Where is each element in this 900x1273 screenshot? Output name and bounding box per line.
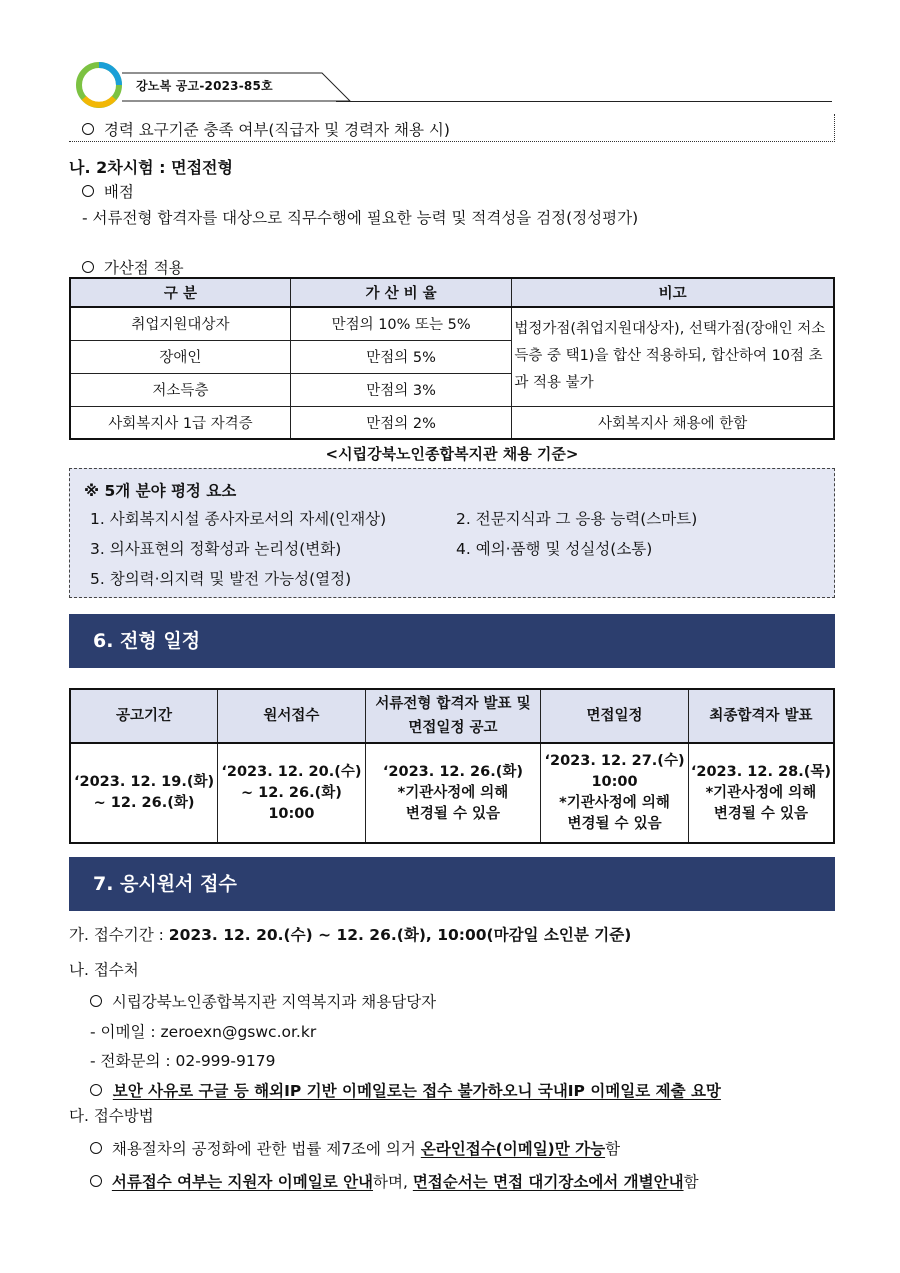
remark-cell: 법정가점(취업지원대상자), 선택가점(장애인 저소득층 중 택1)을 합산 적용하되, 합산하여 10점 초과 적용 불가 [512,307,834,406]
phone-line: - 전화문의 : 02-999-9179 [90,1052,276,1070]
rate-cell: 만점의 10% 또는 5% [290,307,511,340]
career-criteria-item: 경력 요구기준 충족 여부(직급자 및 경력자 채용 시) [82,118,450,140]
table-header-row [70,278,834,307]
evaluation-box [69,468,835,598]
column-header: 원서접수 [218,689,366,743]
security-note: 보안 사유로 구글 등 해외IP 기반 이메일로는 접수 불가하오니 국내IP 이메일로 제출 요망 [90,1079,721,1101]
column-header: 가 산 비 율 [290,278,511,307]
evaluation-item: 2. 전문지식과 그 응용 능력(스마트) [456,510,698,528]
circle-bullet-icon [90,1175,102,1187]
column-header: 최종합격자 발표 [688,689,834,743]
method-item-1: 채용절차의 공정화에 관한 법률 제7조에 의거 온라인접수(이메일)만 가능함 [90,1137,620,1159]
column-header: 비고 [512,278,834,307]
method-label: 다. 접수방법 [69,1107,154,1125]
category-cell: 취업지원대상자 [70,307,290,340]
email-line: - 이메일 : zeroexn@gswc.or.kr [90,1023,317,1041]
column-header: 구 분 [70,278,290,307]
evaluation-item: 4. 예의·품행 및 성실성(소통) [456,540,653,558]
category-cell: 사회복지사 1급 자격증 [70,406,290,439]
section-7-title: 7. 응시원서 접수 [69,857,835,911]
header-rule [336,101,832,102]
circle-bullet-icon [82,123,94,135]
category-cell: 저소득층 [70,373,290,406]
application-period: 가. 접수기간 : 2023. 12. 20.(수) ~ 12. 26.(화), 10:00(마감일 소인분 기준) [69,926,632,944]
bonus-label: 가산점 적용 [82,256,184,278]
schedule-table [69,688,835,844]
evaluation-item: 1. 사회복지시설 종사자로서의 자세(인재상) [90,510,387,528]
interview-section-title: 나. 2차시험 : 면접전형 [69,158,233,177]
rate-cell: 만점의 2% [290,406,511,439]
table-row [70,307,834,340]
circle-bullet-icon [90,1084,102,1096]
evaluation-title: ※ 5개 분야 평정 요소 [84,482,237,500]
document-number: 강노복 공고-2023-85호 [136,79,273,93]
allocation-description: - 서류전형 합격자를 대상으로 직무수행에 필요한 능력 및 적격성을 검정(정성평가) [82,209,639,227]
place-label: 나. 접수처 [69,961,139,979]
section-6-title: 6. 전형 일정 [69,614,835,668]
circle-bullet-icon [82,261,94,273]
evaluation-item: 5. 창의력·의지력 및 발전 가능성(열정) [90,570,352,588]
rate-cell: 만점의 5% [290,340,511,373]
rate-cell: 만점의 3% [290,373,511,406]
place-organization: 시립강북노인종합복지관 지역복지과 채용담당자 [90,990,436,1012]
circle-bullet-icon [90,995,102,1007]
allocation-label: 배점 [82,180,134,202]
column-header: 면접일정 [541,689,689,743]
table-caption: <시립강북노인종합복지관 채용 기준> [325,445,579,463]
column-header: 공고기간 [70,689,218,743]
schedule-cell: ‘2023. 12. 27.(수) 10:00 *기관사정에 의해 변경될 수 있음 [541,743,689,843]
schedule-cell: ‘2023. 12. 28.(목) *기관사정에 의해 변경될 수 있음 [688,743,834,843]
table-row [70,743,834,843]
document-header [72,58,832,106]
schedule-cell: ‘2023. 12. 26.(화) *기관사정에 의해 변경될 수 있음 [365,743,541,843]
schedule-cell: ‘2023. 12. 19.(화) ~ 12. 26.(화) [70,743,218,843]
category-cell: 장애인 [70,340,290,373]
remark-cell: 사회복지사 채용에 한함 [512,406,834,439]
email-link[interactable]: zeroexn@gswc.or.kr [160,1023,317,1041]
bonus-points-table [69,277,835,440]
circle-bullet-icon [82,185,94,197]
column-header: 서류전형 합격자 발표 및 면접일정 공고 [365,689,541,743]
evaluation-item: 3. 의사표현의 정확성과 논리성(변화) [90,540,342,558]
schedule-cell: ‘2023. 12. 20.(수) ~ 12. 26.(화) 10:00 [218,743,366,843]
table-header-row [70,689,834,743]
table-row [70,406,834,439]
circle-bullet-icon [90,1142,102,1154]
method-item-2: 서류접수 여부는 지원자 이메일로 안내하며, 면접순서는 면접 대기장소에서 개별안내함 [90,1170,699,1192]
